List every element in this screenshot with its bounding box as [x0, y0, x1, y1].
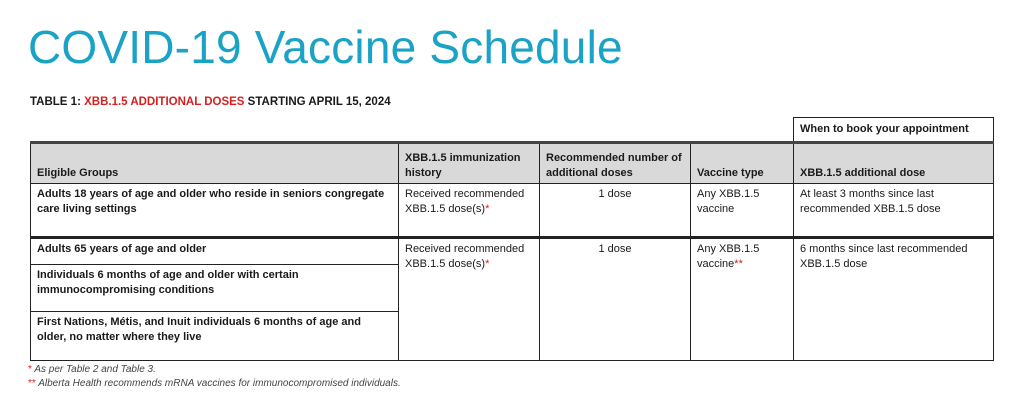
vaccine-type-text: Any XBB.1.5 vaccine [697, 243, 760, 270]
footnote-marker: * [28, 364, 32, 375]
caption-highlight: XBB.1.5 ADDITIONAL DOSES [84, 96, 245, 108]
table-row [31, 238, 994, 265]
vaccine-schedule-table [30, 117, 994, 361]
vaccine-type-cell: Any XBB.1.5 vaccine [691, 184, 794, 238]
footnote-marker: * [485, 202, 490, 215]
eligible-group-cell: Individuals 6 months of age and older with certain immunocompromising conditions [31, 265, 399, 312]
history-cell [399, 238, 540, 361]
footnote-marker: ** [28, 378, 36, 389]
table-row [31, 184, 994, 238]
footnotes [28, 363, 401, 391]
booking-timing-cell: 6 months since last recommended XBB.1.5 dose [794, 238, 994, 361]
when-to-book-header: When to book your appointment [794, 118, 994, 143]
history-cell [399, 184, 540, 238]
table-top-header-row [31, 118, 994, 143]
footnote-text: Alberta Health recommends mRNA vaccines for immunocompromised individuals. [35, 378, 401, 389]
header-vaccine-type: Vaccine type [691, 143, 794, 184]
footnote-marker: ** [734, 257, 743, 270]
eligible-group-cell: First Nations, Métis, and Inuit individuals 6 months of age and older, no matter where they live [31, 312, 399, 361]
history-text: Received recommended XBB.1.5 dose(s) [405, 243, 525, 270]
footnote-marker: * [485, 257, 490, 270]
header-recommended-doses: Recommended number of additional doses [540, 143, 691, 184]
table-header-row [31, 143, 994, 184]
header-additional-dose: XBB.1.5 additional dose [794, 143, 994, 184]
footnote-text: As per Table 2 and Table 3. [31, 364, 156, 375]
footnote [28, 377, 401, 391]
empty-header-cell [540, 118, 691, 143]
eligible-group-cell: Adults 65 years of age and older [31, 238, 399, 265]
empty-header-cell [31, 118, 399, 143]
header-eligible-groups: Eligible Groups [31, 143, 399, 184]
caption-prefix: TABLE 1: [30, 96, 85, 108]
footnote [28, 363, 401, 377]
empty-header-cell [399, 118, 540, 143]
doses-cell: 1 dose [540, 238, 691, 361]
booking-timing-cell: At least 3 months since last recommended XBB.1.5 dose [794, 184, 994, 238]
doses-cell: 1 dose [540, 184, 691, 238]
header-immunization-history: XBB.1.5 immunization history [399, 143, 540, 184]
caption-suffix: STARTING APRIL 15, 2024 [244, 96, 391, 108]
page-title: COVID-19 Vaccine Schedule [28, 21, 623, 73]
history-text: Received recommended XBB.1.5 dose(s) [405, 188, 525, 215]
table-caption [30, 96, 391, 108]
vaccine-type-cell [691, 238, 794, 361]
empty-header-cell [691, 118, 794, 143]
eligible-group-cell: Adults 18 years of age and older who reside in seniors congregate care living settings [31, 184, 399, 238]
